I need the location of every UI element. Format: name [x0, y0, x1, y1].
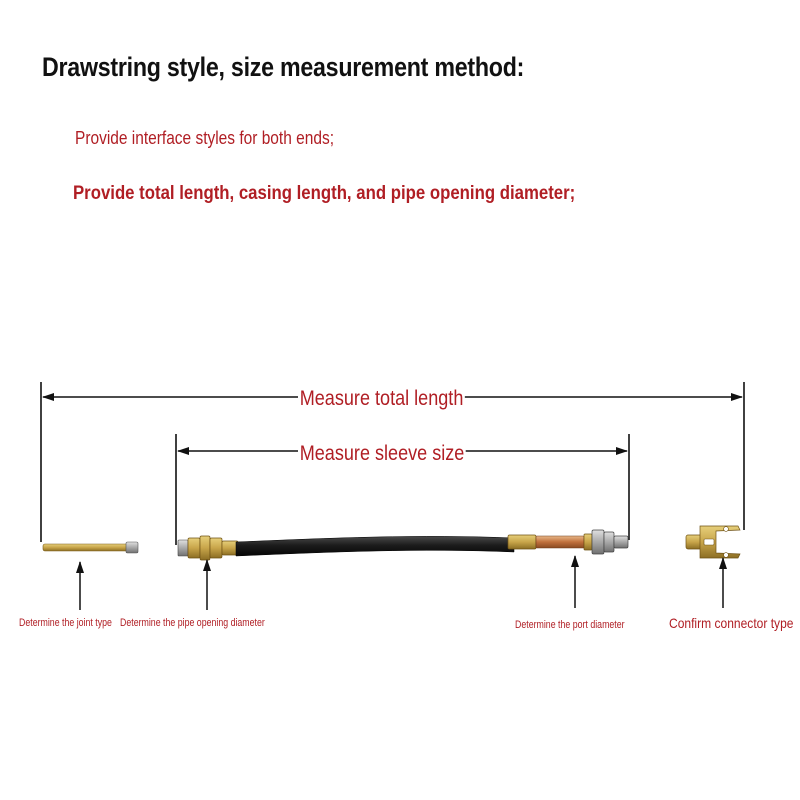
- page-title: Drawstring style, size measurement method:: [42, 52, 525, 82]
- requirement-lengths-diameter: Provide total length, casing length, and pipe opening diameter;: [73, 182, 576, 204]
- connector-type-label: Confirm connector type: [669, 615, 794, 631]
- port-diameter-label: Determine the port diameter: [515, 619, 625, 631]
- total-length-label: Measure total length: [299, 387, 464, 410]
- right-casing-fitting: [508, 530, 628, 554]
- joint-type-label: Determine the joint type: [19, 617, 112, 629]
- requirement-interface-styles: Provide interface styles for both ends;: [75, 128, 335, 148]
- pipe-opening-label: Determine the pipe opening diameter: [120, 617, 265, 629]
- clevis-connector: [686, 526, 740, 558]
- left-rod-end: [43, 542, 138, 553]
- sleeve-size-label: Measure sleeve size: [299, 442, 465, 465]
- cable-casing: [236, 536, 514, 556]
- left-casing-fitting: [178, 536, 238, 560]
